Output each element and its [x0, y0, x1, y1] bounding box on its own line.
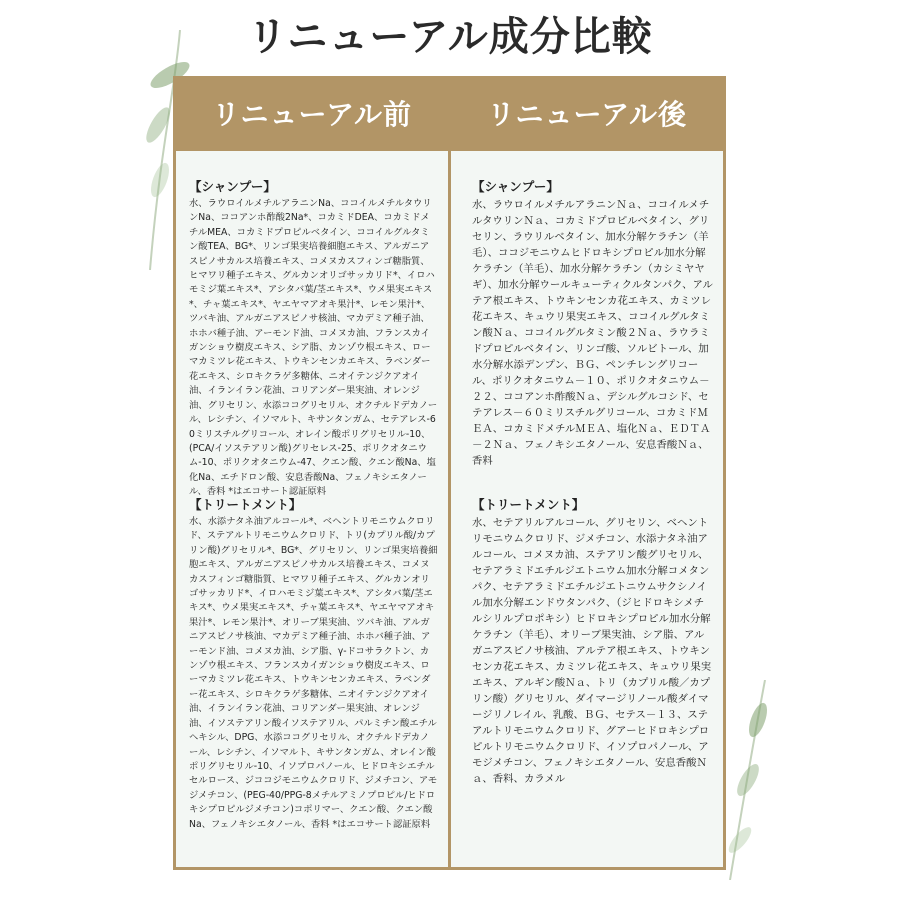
- column-header-before: リニューアル前: [212, 98, 412, 131]
- page-title: リニューアル成分比較: [247, 14, 653, 60]
- treatment-heading: 【トリートメント】: [472, 497, 585, 512]
- column-header-after: リニューアル後: [487, 98, 687, 131]
- comparison-table: [173, 76, 726, 870]
- column-before: [176, 151, 448, 867]
- treatment-ingredients: 水、水添ナタネ油アルコール*、ベヘントリモニウムクロリド、ステアルトリモニウムクロリド、トリ(カプリル酸/カプリン酸)グリセリル*、BG*、グリセリン、リンゴ果実培養細胞エキス、アルガニアスピノサカルス培養エキス、コメヌカスフィンゴ糖脂質、ヒマワリ種子エキス、グルカンオリゴサッカリド*、イロハモミジ葉エキス*、アシタバ葉/茎エキス*、ウメ果実エキス*、チャ葉エキス*、ヤエヤマアオキ果汁*、レモン果汁*、オリーブ果実油、ツバキ油、アルガニアスピノサ核油、マカデミア種子油、ホホバ種子油、アーモンド油、コメヌカ油、シア脂、γ-ドコサラクトン、カンゾウ根エキス、フランスカイガンショウ樹皮エキス、ローマカミツレ花エキス、トウキンセンカエキス、ラベンダー花エキス、シロキクラゲ多糖体、ニオイテンジクアオイ油、イランイラン花油、コリアンダー果実油、オレンジ油、イソステアリン酸イソステアリル、パルミチン酸エチルヘキシル、DPG、水添ココグリセリル、オクチルドデカノール、レシチン、イソマルト、キサンタンガム、オレイン酸ポリグリセリル-10、イソプロパノール、ヒドロキシエチルセルロース、ジココジモニウムクロリド、ジメチコン、アモジメチコン、(PEG-40/PPG-8メチルアミノプロピル/ヒドロキシプロピルジメチコン)コポリマー、クエン酸、クエン酸Na、フェノキシエタノール、香料 *はエコサート認証原料: [189, 516, 438, 830]
- treatment-heading: 【トリートメント】: [189, 497, 302, 512]
- column-after: [451, 151, 723, 867]
- shampoo-heading: 【シャンプー】: [472, 179, 559, 194]
- shampoo-section-before: [189, 177, 438, 498]
- shampoo-heading: 【シャンプー】: [189, 179, 276, 194]
- leaf-branch-decoration: [720, 680, 790, 880]
- shampoo-ingredients: 水、ラウロイルメチルアラニンＮａ、ココイルメチルタウリンＮａ、コカミドプロピルベタイン、グリセリン、ラウリルベタイン、加水分解ケラチン（羊毛）、ココジモニウムヒドロキシプロピル加水分解ケラチン（羊毛）、加水分解ケラチン（カシミヤヤギ）、加水分解ウールキューティクルタンパク、アルテア根エキス、トウキンセンカ花エキス、カミツレ花エキス、キュウリ果実エキス、ココイルグルタミン酸Ｎａ、ココイルグルタミン酸２Ｎａ、ラウラミドプロピルベタイン、リンゴ酸、ソルビトール、加水分解水添デンプン、ＢＧ、ペンチレングリコール、ポリクオタニウム－１０、ポリクオタニウム－２２、ココアンホ酢酸Ｎａ、デシルグルコシド、セテアレス－６０ミリスチルグリコール、コカミドＭＥＡ、コカミドメチルＭＥＡ、塩化Ｎａ、ＥＤＴＡ－２Ｎａ、フェノキシエタノール、安息香酸Ｎａ、香料: [472, 199, 713, 467]
- treatment-section-before: [189, 495, 438, 832]
- treatment-ingredients: 水、セテアリルアルコール、グリセリン、ベヘントリモニウムクロリド、ジメチコン、水添ナタネ油アルコール、コメヌカ油、ステアリン酸グリセリル、セテアラミドエチルジエトニウム加水分解コメタンパク、セテアラミドエチルジエトニウムサクシノイル加水分解エンドウタンパク、（ジヒドロキシメチルシリルプロポキシ）ヒドロキシプロピル加水分解ケラチン（羊毛）、オリーブ果実油、シア脂、アルガニアスピノサ核油、アルテア根エキス、トウキンセンカ花エキス、カミツレ花エキス、キュウリ果実エキス、アルギン酸Ｎａ、トリ（カプリル酸／カプリン酸）グリセリル、ダイマージリノール酸ダイマージリノレイル、乳酸、ＢＧ、セテス－１３、ステアルトリモニウムクロリド、グアーヒドロキシプロピルトリモニウムクロリド、イソプロパノール、アモジメチコン、フェノキシエタノール、安息香酸Ｎａ、香料、カラメル: [472, 517, 712, 785]
- treatment-section-after: [472, 495, 713, 787]
- shampoo-section-after: [472, 177, 713, 495]
- shampoo-ingredients: 水、ラウロイルメチルアラニンNa、ココイルメチルタウリンNa、ココアンホ酢酸2Na*、コカミドDEA、コカミドメチルMEA、コカミドプロピルベタイン、ココイルグルタミン酸TEA、BG*、リンゴ果実培養細胞エキス、アルガニアスピノサカルス培養エキス、コメヌカスフィンゴ糖脂質、ヒマワリ種子エキス、グルカンオリゴサッカリド*、イロハモミジ葉エキス*、アシタバ葉/茎エキス*、ウメ果実エキス*、チャ葉エキス*、ヤエヤマアオキ果汁*、レモン果汁*、ツバキ油、アルガニアスピノサ核油、マカデミア種子油、ホホバ種子油、アーモンド油、コメヌカ油、フランスカイガンショウ樹皮エキス、シア脂、カンゾウ根エキス、ローマカミツレ花エキス、トウキンセンカエキス、ラベンダー花エキス、シロキクラゲ多糖体、ニオイテンジクアオイ油、イランイラン花油、コリアンダー果実油、オレンジ油、グリセリン、水添ココグリセリル、オクチルドデカノール、レシチン、イソマルト、キサンタンガム、セテアレス-60ミリスチルグリコール、オレイン酸ポリグリセリル-10、(PCA/イソステアリン酸)グリセレス-25、ポリクオタニウム-10、ポリクオタニウム-47、クエン酸、クエン酸Na、塩化Na、エチドロン酸、安息香酸Na、フェノキシエタノール、香料 *はエコサート認証原料: [189, 198, 438, 498]
